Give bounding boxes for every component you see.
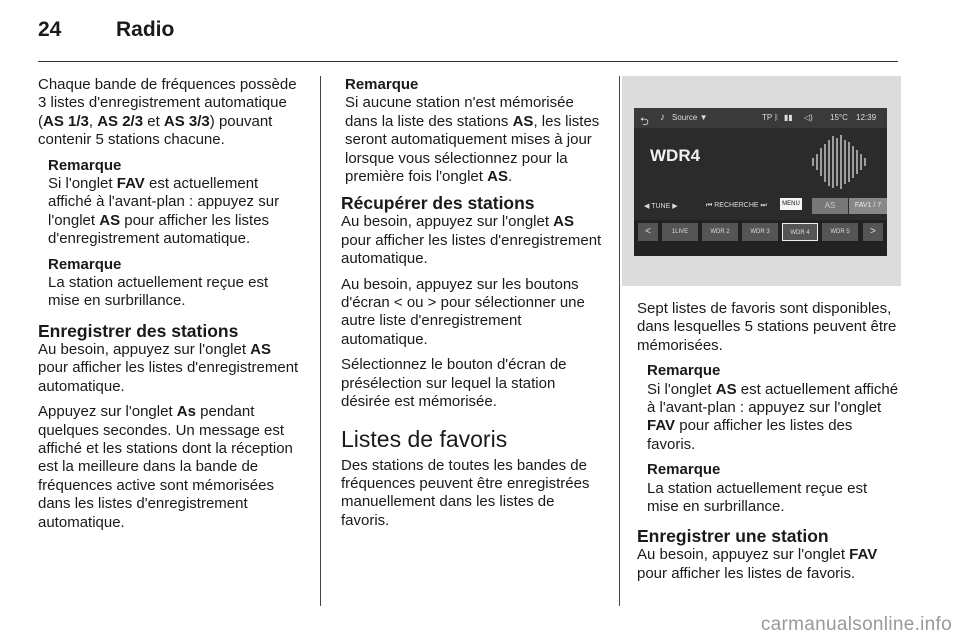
column-divider [320,76,321,606]
column-2 [341,76,603,537]
page-number: 24 [38,18,62,41]
note-empty-list: Remarque Si aucune station n'est mémorisée dans la liste des stations AS, les listes seront automatiquement mises à jour lorsque vous sélectionnez pour la première fois l'onglet AS. [345,76,603,186]
search-control[interactable]: ⏮ RECHERCHE ⏭ [706,202,767,209]
prev-list-button[interactable]: < [638,223,658,241]
source-menu[interactable]: Source ▼ [672,113,708,122]
radio-display [634,108,887,256]
header-rule [38,61,898,62]
page-header [38,18,174,42]
section-heading-store-station: Enregistrer une station [637,526,829,547]
signal-icon: ▮▮ [784,113,793,122]
radio-screen-illustration [622,76,901,286]
column-3 [637,300,901,590]
note-heading: Remarque [48,156,122,174]
paragraph: Des stations de toutes les bandes de fréquences peuvent être enregistrées manuellement dans les listes de favoris. [341,456,590,529]
preset-button[interactable]: WDR 3 [742,223,778,241]
music-note-icon: ♪ [660,112,665,123]
page-title: Radio [116,18,175,41]
paragraph: Au besoin, appuyez sur les boutons d'écran < ou > pour sélectionner une autre liste d'enregistrement automatique. [341,275,585,348]
note-heading: Remarque [647,461,721,479]
watermark: carmanualsonline.info [760,614,952,635]
intro-paragraph: Chaque bande de fréquences possède 3 listes d'enregistrement automatique (AS 1/3, AS 2/3 et AS 3/3) pouvant contenir 5 stations chacune. [38,76,297,149]
volume-icon: ◁) [804,113,813,122]
fav-tab[interactable]: FAV1 / 7 [849,198,887,214]
bluetooth-icon: ᛒ [774,113,779,122]
next-list-button[interactable]: > [863,223,883,241]
paragraph: Au besoin, appuyez sur l'onglet AS pour afficher les listes d'enregistrement automatique. [38,340,299,395]
tune-control[interactable]: ◀ TUNE ▶ [644,203,678,210]
temperature: 15°C [830,113,848,122]
control-bar [634,196,887,218]
note-highlight: Remarque La station actuellement reçue est mise en surbrillance. [48,256,303,311]
paragraph: Sept listes de favoris sont disponibles, dans lesquelles 5 stations peuvent être mémorisées. [637,300,897,354]
column-1 [38,76,303,539]
paragraph: Au besoin, appuyez sur l'onglet FAV pour afficher les listes de favoris. [637,546,878,582]
note-heading: Remarque [345,76,419,93]
as-tab[interactable]: AS [812,198,848,214]
preset-button[interactable]: WDR 5 [822,223,858,241]
preset-button-selected[interactable]: WDR 4 [782,223,818,241]
status-bar [634,108,887,128]
section-heading-recall-stations: Récupérer des stations [341,193,535,214]
note-highlight: Remarque La station actuellement reçue est mise en surbrillance. [647,461,901,516]
preset-bar [634,220,887,256]
back-icon[interactable]: ⮌ [640,116,649,128]
preset-button[interactable]: 1LIVE [662,223,698,241]
note-as-tab: Remarque Si l'onglet AS est actuellement affiché à l'avant-plan : appuyez sur l'onglet FAV pour afficher les listes des favoris. [647,362,901,454]
column-divider [619,76,620,606]
note-heading: Remarque [647,362,721,380]
paragraph: Sélectionnez le bouton d'écran de présélection sur lequel la station désirée est mémorisée. [341,356,567,411]
menu-button[interactable]: MENU [780,198,802,210]
note-fav-tab: Remarque Si l'onglet FAV est actuellement affiché à l'avant-plan : appuyez sur l'onglet AS pour afficher les listes d'enregistrement automatique. [48,157,303,249]
section-heading-store-stations: Enregistrer des stations [38,320,239,341]
tp-indicator: TP [762,113,773,122]
clock: 12:39 [856,113,877,122]
note-heading: Remarque [48,255,122,273]
preset-button[interactable]: WDR 2 [702,223,738,241]
waveform-graphic [809,132,869,192]
paragraph: Appuyez sur l'onglet As pendant quelques secondes. Un message est affiché et les stations dont la réception est la meilleure dans la bande de fréquences active sont mémorisées dans les listes d'enregistrement automatique. [38,403,293,531]
station-name: WDR4 [650,146,701,165]
section-heading-favourites: Listes de favoris [341,425,508,452]
paragraph: Au besoin, appuyez sur l'onglet AS pour afficher les listes d'enregistrement automatique. [341,213,602,268]
